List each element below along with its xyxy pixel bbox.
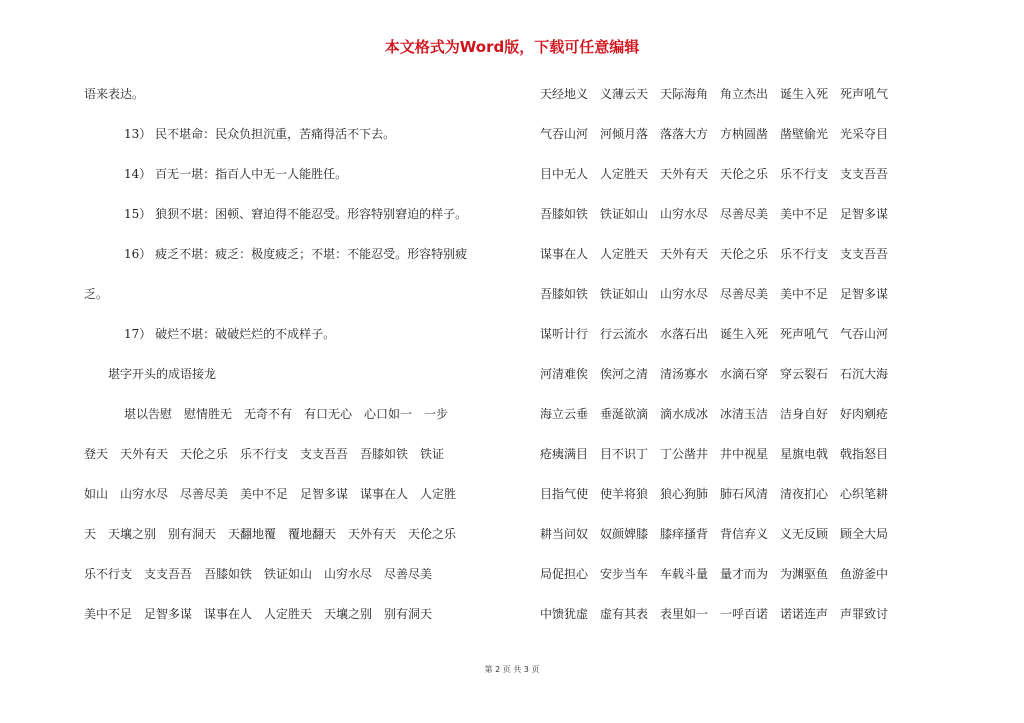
text-line: 谋事在人 人定胜天 天外有天 天伦之乐 乐不行支 支支吾吾 (540, 247, 889, 261)
text-line: 局促担心 安步当车 车载斗量 量才而为 为渊驱鱼 鱼游釜中 (540, 567, 889, 581)
text-line: 如山 山穷水尽 尽善尽美 美中不足 足智多谋 谋事在人 人定胜 (84, 487, 457, 501)
text-line: 17） 破烂不堪：破破烂烂的不成样子。 (124, 327, 336, 341)
text-line: 语来表达。 (84, 87, 145, 101)
page-number-footer: 第 2 页 共 3 页 (484, 665, 540, 674)
text-line: 15） 狼狈不堪：困顿、窘迫得不能忍受。形容特别窘迫的样子。 (124, 207, 468, 221)
section-heading: 堪字开头的成语接龙 (108, 367, 217, 381)
text-line: 天经地义 义薄云天 天际海角 角立杰出 诞生入死 死声吼气 (540, 87, 889, 101)
document-banner: 本文格式为Word版，下载可任意编辑 (384, 38, 640, 56)
text-line: 中馈犹虚 虚有其表 表里如一 一呼百诺 诺诺连声 声罪致讨 (540, 607, 889, 621)
text-line: 目中无人 人定胜天 天外有天 天伦之乐 乐不行支 支支吾吾 (540, 167, 889, 181)
text-line: 海立云垂 垂涎欲滴 滴水成冰 冰清玉洁 洁身自好 好肉剜疮 (540, 407, 889, 421)
text-line: 吾膝如铁 铁证如山 山穷水尽 尽善尽美 美中不足 足智多谋 (540, 207, 889, 221)
text-line: 堪以告慰 慰情胜无 无奇不有 有口无心 心口如一 一步 (124, 407, 449, 421)
text-line: 14） 百无一堪：指百人中无一人能胜任。 (124, 167, 348, 181)
text-line: 乏。 (84, 287, 109, 301)
text-line: 天 天壤之别 别有洞天 天翻地覆 覆地翻天 天外有天 天伦之乐 (84, 527, 457, 541)
text-line: 耕当问奴 奴颜婢膝 膝痒搔背 背信弃义 义无反顾 顾全大局 (540, 527, 889, 541)
text-line: 吾膝如铁 铁证如山 山穷水尽 尽善尽美 美中不足 足智多谋 (540, 287, 889, 301)
text-line: 谋听计行 行云流水 水落石出 诞生入死 死声吼气 气吞山河 (540, 327, 889, 341)
text-line: 美中不足 足智多谋 谋事在人 人定胜天 天壤之别 别有洞天 (84, 607, 433, 621)
text-line: 气吞山河 河倾月落 落落大方 方枘圆凿 凿壁偷光 光采夺目 (540, 127, 889, 141)
text-line: 登天 天外有天 天伦之乐 乐不行支 支支吾吾 吾膝如铁 铁证 (84, 447, 445, 461)
text-line: 河清难俟 俟河之清 清汤寡水 水滴石穿 穿云裂石 石沉大海 (540, 367, 889, 381)
text-line: 乐不行支 支支吾吾 吾膝如铁 铁证如山 山穷水尽 尽善尽美 (84, 567, 433, 581)
text-line: 13） 民不堪命：民众负担沉重，苦痛得活不下去。 (124, 127, 396, 141)
text-line: 目指气使 使羊将狼 狼心狗肺 肺石风清 清夜扪心 心织笔耕 (540, 487, 889, 501)
text-line: 疮痍满目 目不识丁 丁公凿井 井中视星 星旗电戟 戟指怒目 (540, 447, 889, 461)
text-line: 16） 疲乏不堪：疲乏：极度疲乏；不堪：不能忍受。形容特别疲 (124, 247, 468, 261)
